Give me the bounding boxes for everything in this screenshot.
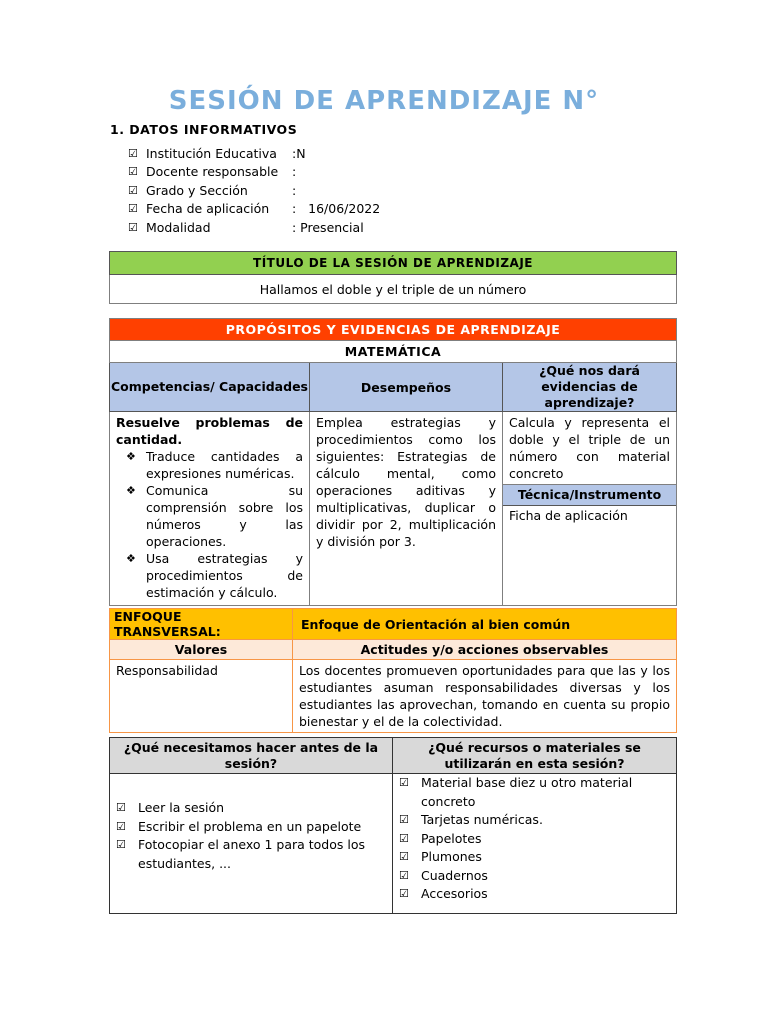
datos-label: Fecha de aplicación	[146, 201, 270, 217]
datos-row	[128, 144, 380, 163]
recursos-list	[399, 774, 670, 904]
checkbox-icon: ☑	[399, 868, 409, 882]
antes-cell	[110, 774, 393, 914]
checkbox-icon: ☑	[128, 220, 138, 234]
competencias-cell	[110, 412, 310, 606]
datos-label: Docente responsable	[146, 164, 279, 180]
enfoque-label: ENFOQUE TRANSVERSAL:	[110, 609, 293, 640]
antes-list	[116, 799, 386, 873]
datos-row	[128, 181, 380, 200]
section-heading-datos: 1. DATOS INFORMATIVOS	[110, 122, 298, 137]
titulo-sesion-header: TÍTULO DE LA SESIÓN DE APRENDIZAJE	[110, 252, 677, 275]
propositos-header: PROPÓSITOS Y EVIDENCIAS DE APRENDIZAJE	[110, 319, 677, 341]
enfoque-table	[109, 608, 677, 733]
checkbox-icon: ☑	[116, 801, 126, 814]
bullet-icon: ❖	[126, 484, 136, 497]
datos-value: :	[292, 182, 297, 198]
propositos-table	[109, 318, 677, 606]
col-actitudes: Actitudes y/o acciones observables	[293, 640, 677, 660]
list-item: ☑ Tarjetas numéricas.	[399, 811, 670, 830]
datos-row	[128, 200, 380, 219]
enfoque-value: Enfoque de Orientación al bien común	[293, 609, 677, 640]
checkbox-icon: ☑	[399, 887, 409, 900]
checkbox-icon: ☑	[128, 165, 138, 179]
desempeno-cell: Emplea estrategias y procedimientos como los siguientes: Estrategias de cálculo mental, como operaciones aditivas y multiplicativas, duplicar o dividir por 2, multiplicación y división por 3.	[310, 412, 503, 606]
col-recursos: ¿Qué recursos o materiales se utilizarán en esta sesión?	[393, 738, 677, 774]
recursos-cell	[393, 774, 677, 914]
evidencia-cell: Calcula y representa el doble y el triple de un número con material concreto	[503, 412, 677, 485]
page-title: SESIÓN DE APRENDIZAJE N°	[168, 86, 600, 116]
bullet-icon: ❖	[126, 450, 136, 463]
preparacion-table	[109, 737, 677, 914]
list-item: ☑ Cuadernos	[399, 867, 670, 886]
actitud-cell: Los docentes promueven oportunidades para que las y los estudiantes asuman responsabilidades diversas y los estudiantes las aprovechan, tomando en cuenta su propio bienestar y el de la colectividad.	[293, 660, 677, 733]
list-item: ❖ Comunica su comprensión sobre los números y las operaciones.	[126, 483, 303, 549]
checkbox-icon: ☑	[128, 146, 138, 160]
datos-label: Grado y Sección	[146, 182, 248, 198]
list-item: ☑ Leer la sesión	[116, 799, 386, 818]
list-item: ❖ Usa estrategias y procedimientos de estimación y cálculo.	[126, 551, 303, 600]
checkbox-icon: ☑	[399, 850, 409, 863]
col-evidencias: ¿Qué nos dará evidencias de aprendizaje?	[503, 363, 677, 412]
checkbox-icon: ☑	[399, 831, 409, 845]
area-label: MATEMÁTICA	[110, 341, 677, 363]
datos-value: :	[292, 164, 297, 180]
datos-value: : 16/06/2022	[292, 201, 381, 217]
datos-informativos	[128, 144, 380, 237]
list-item: ☑ Papelotes	[399, 830, 670, 849]
datos-value: : Presencial	[292, 219, 364, 235]
valor-cell: Responsabilidad	[110, 660, 293, 733]
datos-label: Institución Educativa	[146, 145, 277, 161]
col-desempenos: Desempeños	[310, 363, 503, 412]
tecnica-header: Técnica/Instrumento	[503, 485, 676, 506]
datos-value: :N	[292, 145, 306, 161]
checkbox-icon: ☑	[399, 776, 409, 789]
competencia-text: Resuelve problemas de cantidad.	[116, 415, 303, 447]
col-antes: ¿Qué necesitamos hacer antes de la sesión?	[110, 738, 393, 774]
datos-label: Modalidad	[146, 219, 211, 235]
checkbox-icon: ☑	[128, 183, 138, 197]
datos-row	[128, 218, 380, 237]
list-item: ☑ Material base diez u otro material concreto	[399, 774, 670, 811]
col-valores: Valores	[110, 640, 293, 660]
checkbox-icon: ☑	[399, 813, 409, 826]
checkbox-icon: ☑	[116, 819, 126, 833]
checkbox-icon: ☑	[128, 202, 138, 216]
list-item: ☑ Accesorios	[399, 885, 670, 904]
capacidades-list	[116, 448, 303, 601]
checkbox-icon: ☑	[116, 838, 126, 851]
tecnica-cell	[503, 485, 677, 606]
titulo-sesion-table	[109, 251, 677, 304]
bullet-icon: ❖	[126, 552, 136, 565]
tecnica-value: Ficha de aplicación	[509, 508, 628, 523]
list-item: ❖ Traduce cantidades a expresiones numéricas.	[126, 449, 303, 481]
list-item: ☑ Escribir el problema en un papelote	[116, 818, 386, 837]
list-item: ☑ Plumones	[399, 848, 670, 867]
col-competencias: Competencias/ Capacidades	[110, 363, 310, 412]
list-item: ☑ Fotocopiar el anexo 1 para todos los estudiantes, ...	[116, 836, 386, 873]
datos-row	[128, 163, 380, 182]
titulo-sesion-value: Hallamos el doble y el triple de un número	[110, 275, 677, 304]
